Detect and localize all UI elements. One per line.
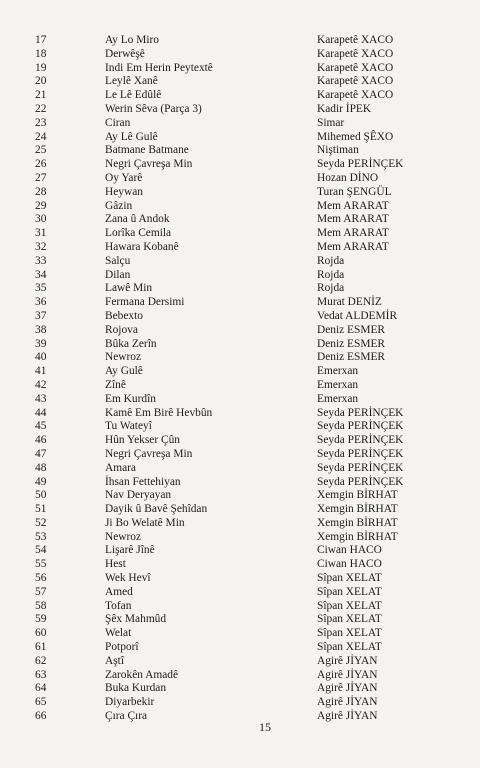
list-item xyxy=(0,158,480,172)
song-title: Tofan xyxy=(105,599,132,612)
song-title: Gâzin xyxy=(105,199,133,212)
artist-name: Xemgin BİRHAT xyxy=(317,503,398,516)
song-title: Newroz xyxy=(105,351,142,364)
list-item xyxy=(0,489,480,503)
list-item xyxy=(0,434,480,448)
artist-name: Sîpan XELAT xyxy=(317,641,382,654)
artist-name: Sîpan XELAT xyxy=(317,572,382,585)
list-item xyxy=(0,172,480,186)
entry-number: 23 xyxy=(35,116,47,129)
entry-number: 52 xyxy=(35,516,47,529)
song-title: Buka Kurdan xyxy=(105,682,167,695)
entry-number: 50 xyxy=(35,489,47,502)
entry-number: 40 xyxy=(35,351,47,364)
list-item xyxy=(0,544,480,558)
song-title: Amed xyxy=(105,585,133,598)
artist-name: Sîpan XELAT xyxy=(317,585,382,598)
list-item xyxy=(0,641,480,655)
entry-number: 48 xyxy=(35,461,47,474)
entry-number: 25 xyxy=(35,144,47,157)
song-title: Amara xyxy=(105,461,136,474)
artist-name: Emerxan xyxy=(317,365,359,378)
list-item xyxy=(0,34,480,48)
song-title: Aştî xyxy=(105,654,124,667)
list-item xyxy=(0,282,480,296)
artist-name: Karapetê XACO xyxy=(317,75,394,88)
list-item xyxy=(0,62,480,76)
list-item xyxy=(0,269,480,283)
artist-name: Rojda xyxy=(317,254,345,267)
artist-name: Agirê JİYAN xyxy=(317,654,378,667)
entry-number: 51 xyxy=(35,503,47,516)
artist-name: Xemgin BİRHAT xyxy=(317,530,398,543)
list-item xyxy=(0,531,480,545)
entry-number: 43 xyxy=(35,392,47,405)
artist-name: Seyda PERİNÇEK xyxy=(317,475,404,488)
song-title: Ay Lo Miro xyxy=(105,34,160,46)
list-item xyxy=(0,420,480,434)
artist-name: Kadir İPEK xyxy=(317,102,372,115)
artist-name: Sîpan XELAT xyxy=(317,599,382,612)
song-title: Welat xyxy=(105,627,132,640)
list-item xyxy=(0,407,480,421)
list-item xyxy=(0,324,480,338)
song-title: Rojova xyxy=(105,323,138,336)
list-item xyxy=(0,103,480,117)
entry-number: 32 xyxy=(35,240,47,253)
artist-name: Ciwan HACO xyxy=(317,544,382,557)
song-title: Ji Bo Welatê Min xyxy=(105,516,185,529)
list-item xyxy=(0,89,480,103)
artist-name: Ciwan HACO xyxy=(317,558,382,571)
song-title: Hest xyxy=(105,558,126,571)
entry-number: 21 xyxy=(35,89,47,102)
entry-number: 24 xyxy=(35,130,47,143)
artist-name: Mihemed ŞÊXO xyxy=(317,130,394,143)
song-title: Negri Çavreşa Min xyxy=(105,158,193,171)
song-title: Derwêşê xyxy=(105,47,145,60)
entry-number: 34 xyxy=(35,268,47,281)
entry-number: 65 xyxy=(35,696,47,709)
list-item xyxy=(0,655,480,669)
artist-name: Mem ARARAT xyxy=(317,240,389,253)
list-item xyxy=(0,503,480,517)
entry-number: 61 xyxy=(35,641,47,654)
song-title: Negri Çavreşa Min xyxy=(105,447,193,460)
song-title: Em Kurdîn xyxy=(105,392,156,405)
entry-number: 56 xyxy=(35,572,47,585)
artist-name: Rojda xyxy=(317,268,345,281)
list-item xyxy=(0,200,480,214)
entry-number: 53 xyxy=(35,530,47,543)
song-title: Lawê Min xyxy=(105,282,153,295)
artist-name: Mem ARARAT xyxy=(317,213,389,226)
artist-name: Deniz ESMER xyxy=(317,337,386,350)
artist-name: Xemgin BİRHAT xyxy=(317,489,398,502)
entry-number: 57 xyxy=(35,585,47,598)
list-item xyxy=(0,117,480,131)
list-item xyxy=(0,462,480,476)
entry-number: 30 xyxy=(35,213,47,226)
artist-name: Sîpan XELAT xyxy=(317,613,382,626)
list-item xyxy=(0,669,480,683)
song-title: Zarokên Amadê xyxy=(105,668,179,681)
artist-name: Deniz ESMER xyxy=(317,351,386,364)
entry-number: 58 xyxy=(35,599,47,612)
song-title: Oy Yarê xyxy=(105,171,143,184)
entry-number: 38 xyxy=(35,323,47,336)
song-title: Dayik û Bavê Şehîdan xyxy=(105,503,208,516)
list-item xyxy=(0,696,480,710)
artist-name: Seyda PERİNÇEK xyxy=(317,420,404,433)
song-title: Ay Gulê xyxy=(105,365,143,378)
entry-number: 19 xyxy=(35,61,47,74)
list-item xyxy=(0,448,480,462)
song-title: Wek Hevî xyxy=(105,572,151,585)
artist-name: Turan ŞENGÜL xyxy=(317,185,392,198)
artist-name: Seyda PERİNÇEK xyxy=(317,406,404,419)
artist-name: Agirê JİYAN xyxy=(317,710,378,723)
song-title: Bebexto xyxy=(105,309,143,322)
entry-number: 20 xyxy=(35,75,47,88)
song-title: Le Lê Edûlê xyxy=(105,89,162,102)
artist-name: Mem ARARAT xyxy=(317,227,389,240)
song-title: Hûn Yekser Çûn xyxy=(105,434,180,447)
list-item xyxy=(0,379,480,393)
list-item xyxy=(0,558,480,572)
song-title: Potporî xyxy=(105,641,139,654)
artist-name: Karapetê XACO xyxy=(317,34,394,46)
song-title: Werin Sêva (Parça 3) xyxy=(105,102,202,115)
artist-name: Mem ARARAT xyxy=(317,199,389,212)
list-item xyxy=(0,296,480,310)
list-item xyxy=(0,144,480,158)
entry-number: 45 xyxy=(35,420,47,433)
list-item xyxy=(0,365,480,379)
song-title: Kamê Em Birê Hevbûn xyxy=(105,406,213,419)
list-item xyxy=(0,351,480,365)
list-item xyxy=(0,586,480,600)
entry-number: 28 xyxy=(35,185,47,198)
list-item xyxy=(0,75,480,89)
artist-name: Seyda PERİNÇEK xyxy=(317,158,404,171)
list-item xyxy=(0,517,480,531)
list-item xyxy=(0,213,480,227)
artist-name: Seyda PERİNÇEK xyxy=(317,434,404,447)
entry-number: 59 xyxy=(35,613,47,626)
artist-name: Emerxan xyxy=(317,378,359,391)
artist-name: Murat DENİZ xyxy=(317,296,382,309)
page-number: 15 xyxy=(259,720,271,734)
list-item xyxy=(0,48,480,62)
artist-name: Simar xyxy=(317,116,345,129)
song-title: Hawara Kobanê xyxy=(105,240,179,253)
entry-number: 44 xyxy=(35,406,47,419)
artist-name: Sîpan XELAT xyxy=(317,627,382,640)
song-title: Zînê xyxy=(105,378,126,391)
song-title: Tu Wateyî xyxy=(105,420,152,433)
entry-number: 49 xyxy=(35,475,47,488)
list-item xyxy=(0,241,480,255)
list-item xyxy=(0,627,480,641)
entry-number: 39 xyxy=(35,337,47,350)
song-title: Heywan xyxy=(105,185,143,198)
song-title: Nav Deryayan xyxy=(105,489,172,502)
entry-number: 64 xyxy=(35,682,47,695)
entry-number: 27 xyxy=(35,171,47,184)
list-item xyxy=(0,338,480,352)
song-title: Şêx Mahmûd xyxy=(105,613,167,626)
list-item xyxy=(0,310,480,324)
artist-name: Seyda PERİNÇEK xyxy=(317,461,404,474)
artist-name: Karapetê XACO xyxy=(317,47,394,60)
artist-name: Niştiman xyxy=(317,144,359,157)
entry-number: 42 xyxy=(35,378,47,391)
artist-name: Xemgin BİRHAT xyxy=(317,516,398,529)
list-item xyxy=(0,476,480,490)
artist-name: Deniz ESMER xyxy=(317,323,386,336)
list-item xyxy=(0,600,480,614)
entry-number: 63 xyxy=(35,668,47,681)
list-item xyxy=(0,572,480,586)
entry-number: 55 xyxy=(35,558,47,571)
entry-number: 31 xyxy=(35,227,47,240)
song-title: İhsan Fettehiyan xyxy=(105,475,181,488)
artist-name: Rojda xyxy=(317,282,345,295)
entry-number: 26 xyxy=(35,158,47,171)
entry-number: 47 xyxy=(35,447,47,460)
artist-name: Emerxan xyxy=(317,392,359,405)
artist-name: Karapetê XACO xyxy=(317,61,394,74)
song-title: Lorîka Cemila xyxy=(105,227,172,240)
list-item xyxy=(0,227,480,241)
artist-name: Agirê JİYAN xyxy=(317,696,378,709)
entry-number: 66 xyxy=(35,710,47,723)
artist-name: Karapetê XACO xyxy=(317,89,394,102)
artist-name: Agirê JİYAN xyxy=(317,682,378,695)
entry-number: 18 xyxy=(35,47,47,60)
song-title: Ciran xyxy=(105,116,131,129)
song-title: Indi Em Herin Peytextê xyxy=(105,61,213,74)
song-title: Zana û Andok xyxy=(105,213,170,226)
list-item xyxy=(0,682,480,696)
artist-name: Vedat ALDEMİR xyxy=(317,309,398,322)
song-title: Diyarbekir xyxy=(105,696,155,709)
list-item xyxy=(0,131,480,145)
entry-number: 35 xyxy=(35,282,47,295)
list-item xyxy=(0,186,480,200)
entry-number: 62 xyxy=(35,654,47,667)
entry-number: 37 xyxy=(35,309,47,322)
list-item xyxy=(0,613,480,627)
artist-name: Seyda PERİNÇEK xyxy=(317,447,404,460)
song-title: Ay Lê Gulê xyxy=(105,130,158,143)
song-title: Leylê Xanê xyxy=(105,75,158,88)
song-title: Bûka Zerîn xyxy=(105,337,157,350)
song-title: Çıra Çıra xyxy=(105,710,148,723)
entry-number: 46 xyxy=(35,434,47,447)
entry-number: 33 xyxy=(35,254,47,267)
song-title: Newroz xyxy=(105,530,142,543)
song-title: Salçu xyxy=(105,254,131,267)
entry-number: 36 xyxy=(35,296,47,309)
song-title: Dilan xyxy=(105,268,131,281)
entry-number: 29 xyxy=(35,199,47,212)
entry-number: 41 xyxy=(35,365,47,378)
entry-number: 60 xyxy=(35,627,47,640)
list-item xyxy=(0,393,480,407)
artist-name: Agirê JİYAN xyxy=(317,668,378,681)
artist-name: Hozan DİNO xyxy=(317,171,379,184)
entry-number: 17 xyxy=(35,34,47,46)
song-title: Lişarê Jînê xyxy=(105,544,155,557)
list-item xyxy=(0,255,480,269)
song-title: Batmane Batmane xyxy=(105,144,189,157)
entry-number: 22 xyxy=(35,102,47,115)
song-title: Fermana Dersimi xyxy=(105,296,185,309)
entry-number: 54 xyxy=(35,544,47,557)
song-list xyxy=(0,34,480,724)
